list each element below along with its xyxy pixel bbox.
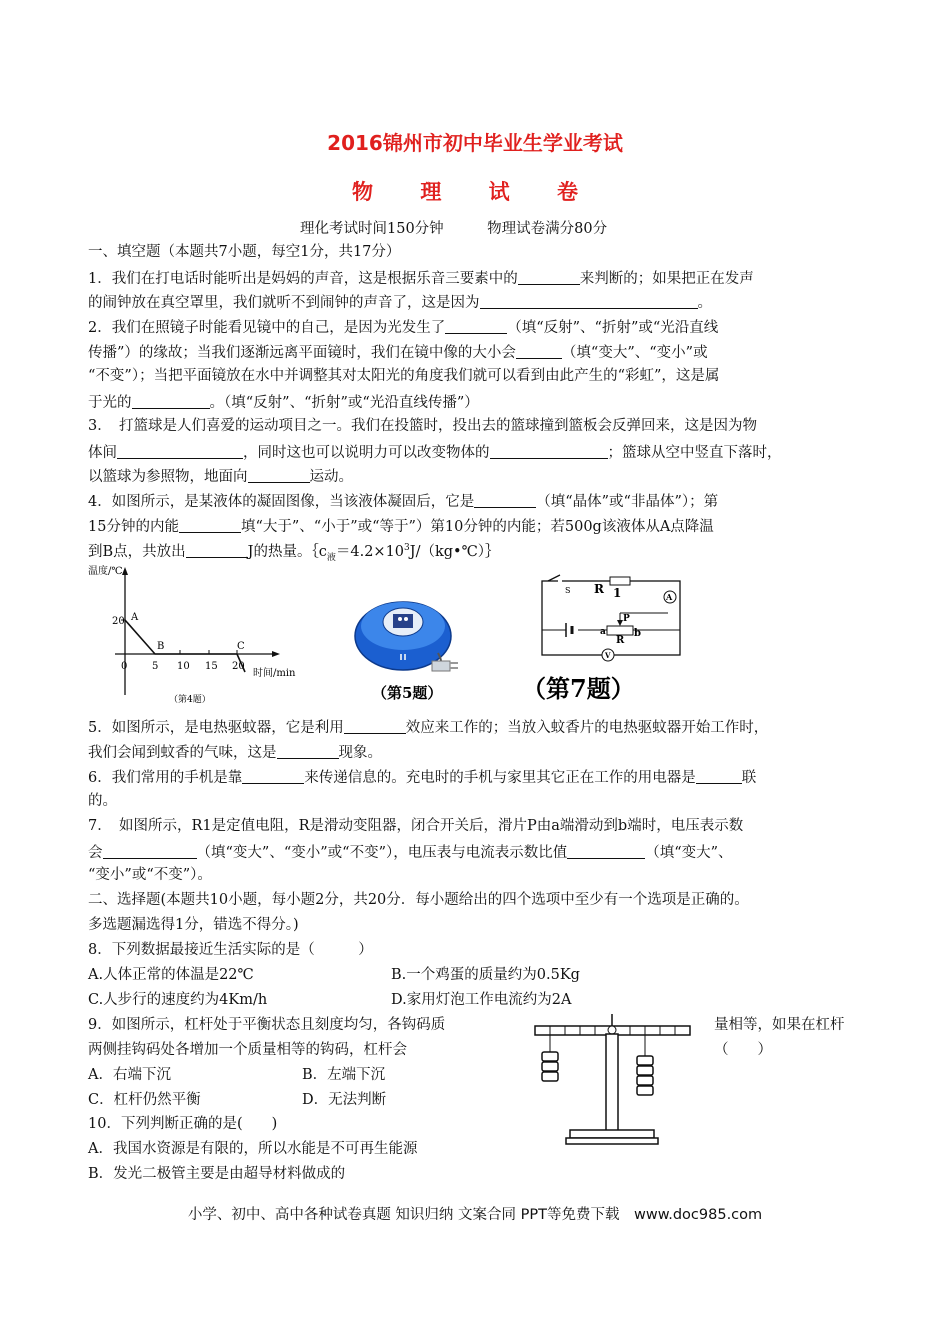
answer-blank[interactable] [518,270,580,285]
answer-blank[interactable] [103,844,197,859]
q6-line1: 6．我们常用的手机是靠 来传递信息的。充电时的手机与家里其它正在工作的用电器是 联 [88,770,757,786]
q4-line2: 15分钟的内能 填“大于”、“小于”或“等于”）第10分钟的内能；若500g该液体从A点降温 [88,519,714,535]
answer-blank[interactable] [277,744,339,759]
answer-blank[interactable] [567,844,645,859]
x-axis-label: 时间/min [253,668,296,679]
q9-line1b: 量相等，如果在杠杆 [714,1017,845,1033]
q9-line2a: 两侧挂钩码处各增加一个质量相等的钩码，杠杆会 [88,1042,407,1058]
section1-heading: 一、填空题（本题共7小题，每空1分，共17分） [88,244,401,260]
figure-4-graph [85,562,315,712]
answer-blank[interactable] [490,444,608,459]
q9-line1a: 9．如图所示，杠杆处于平衡状态且刻度均匀，各钩码质 [88,1017,446,1033]
r1-label: R [594,582,604,596]
exam-info: 理化考试时间150分钟 物理试卷满分80分 [300,221,608,237]
figure-7-caption: （第7题） [522,674,635,703]
subject-title: 物 理 试 卷 [352,180,598,204]
answer-blank[interactable] [179,518,241,533]
answer-blank[interactable] [132,394,210,409]
q10-option-a[interactable]: A．我国水资源是有限的，所以水能是不可再生能源 [88,1141,418,1157]
q3-line2: 体间 ，同时这也可以说明力可以改变物体的 ；篮球从空中竖直下落时， [88,445,782,461]
voltmeter-label: V [605,651,611,660]
answer-blank[interactable] [516,344,562,359]
answer-blank[interactable] [480,294,698,309]
point-c-label: C [237,641,245,652]
answer-blank[interactable] [248,468,310,483]
figure-7-circuit [520,573,700,705]
switch-label: S [565,586,571,595]
q7-line1: 7． 如图所示，R1是定值电阻，R是滑动变阻器，闭合开关后，滑片P由a端滑动到b端时，电压表示数 [88,818,744,834]
answer-blank[interactable] [117,444,243,459]
q4-line3: 到B点，共放出 J的热量。$\{c_液=4.2\times 10^3J/(kg•℃)\}$ [88,543,500,563]
q9-option-a[interactable]: A．右端下沉 [88,1067,171,1083]
answer-blank[interactable] [696,769,742,784]
page-footer: 小学、初中、高中各种试卷真题 知识归纳 文案合同 PPT等免费下载 www.doc985.com [187,1207,763,1223]
q8-option-a[interactable]: A.人体正常的体温是22℃ [88,967,254,983]
q7-line2: 会 （填“变大”、“变小”或“不变”），电压表与电流表示数比值 （填“变大”、 [88,845,733,861]
q7-line3: “变小”或“不变”）。 [88,867,212,883]
q9-line2b: （ ） [714,1042,772,1058]
q5-line2: 我们会闻到蚊香的气味，这是 现象。 [88,745,382,761]
q2-line3: “不变”）；当把平面镜放在水中并调整其对太阳光的角度我们就可以看到由此产生的“彩虹”，这是属 [88,368,720,384]
figure-5-caption: （第5题） [372,684,443,702]
q8-option-c[interactable]: C.人步行的速度约为4Km/h [88,992,268,1008]
q10-stem: 10．下列判断正确的是( ) [88,1116,278,1132]
y-axis-label: 温度/℃ [88,566,123,577]
q1-line1: 1．我们在打电话时能听出是妈妈的声音，这是根据乐音三要素中的 来判断的；如果把正在发声 [88,271,754,287]
figure-5-mosquito-repeller [348,578,478,708]
end-b-label: b [634,628,641,639]
q9-option-b[interactable]: B．左端下沉 [302,1067,386,1083]
q8-stem: 8．下列数据最接近生活实际的是（ ） [88,942,373,958]
answer-blank[interactable] [445,319,507,334]
q9-option-c[interactable]: C．杠杆仍然平衡 [88,1092,201,1108]
q10-option-b[interactable]: B．发光二极管主要是由超导材料做成的 [88,1166,346,1182]
answer-blank[interactable] [344,719,406,734]
point-a-label: A [131,612,139,623]
rheostat-label: R [616,635,625,646]
ammeter-label: A [666,592,673,602]
end-a-label: a [600,627,606,637]
q2-line1: 2．我们在照镜子时能看见镜中的自己，是因为光发生了 （填“反射”、“折射”或“光沿直线 [88,320,719,336]
x-tick-5: 5 [152,661,159,672]
answer-blank[interactable] [242,769,304,784]
point-b-label: B [157,641,165,652]
section2-heading-line1: 二、选择题(本题共10小题，每小题2分，共20分．每小题给出的四个选项中至少有一个选项是正确的。 [88,892,749,908]
x-tick-20: 20 [232,661,245,672]
r1-subscript: 1 [613,586,622,600]
q3-line3: 以篮球为参照物，地面向 运动。 [88,469,353,485]
origin-label: 0 [121,661,128,672]
q2-line2: 传播”）的缘故；当我们逐渐远离平面镜时，我们在镜中像的大小会 （填“变大”、“变小”或 [88,345,708,361]
q6-line2: 的。 [88,793,117,809]
y-tick-20: 20 [112,616,125,627]
slider-p-label: P [623,614,630,624]
answer-blank[interactable] [474,493,536,508]
q8-option-b[interactable]: B.一个鸡蛋的质量约为0.5Kg [391,967,580,983]
q1-line2: 的闹钟放在真空罩里，我们就听不到闹钟的声音了，这是因为 。 [88,295,712,311]
q8-option-d[interactable]: D.家用灯泡工作电流约为2A [391,992,572,1008]
answer-blank[interactable] [186,543,248,558]
exam-title: 2016锦州市初中毕业生学业考试 [327,131,623,155]
figure-4-caption: （第4题） [169,695,211,705]
q4-line1: 4．如图所示，是某液体的凝固图像，当该液体凝固后，它是 （填“晶体”或“非晶体”）；第 [88,494,719,510]
q3-line1: 3． 打篮球是人们喜爱的运动项目之一。我们在投篮时，投出去的篮球撞到篮板会反弹回来，这是因为物 [88,418,757,434]
q5-line1: 5．如图所示，是电热驱蚊器，它是利用 效应来工作的；当放入蚊香片的电热驱蚊器开始工作时， [88,720,769,736]
section2-heading-line2: 多选题漏选得1分，错选不得分。) [88,917,299,933]
x-tick-15: 15 [205,661,218,672]
figure-9-lever [530,1012,700,1152]
q9-option-d[interactable]: D．无法判断 [302,1092,387,1108]
q2-line4: 于光的 。（填“反射”、“折射”或“光沿直线传播”） [88,395,479,411]
x-tick-10: 10 [177,661,190,672]
